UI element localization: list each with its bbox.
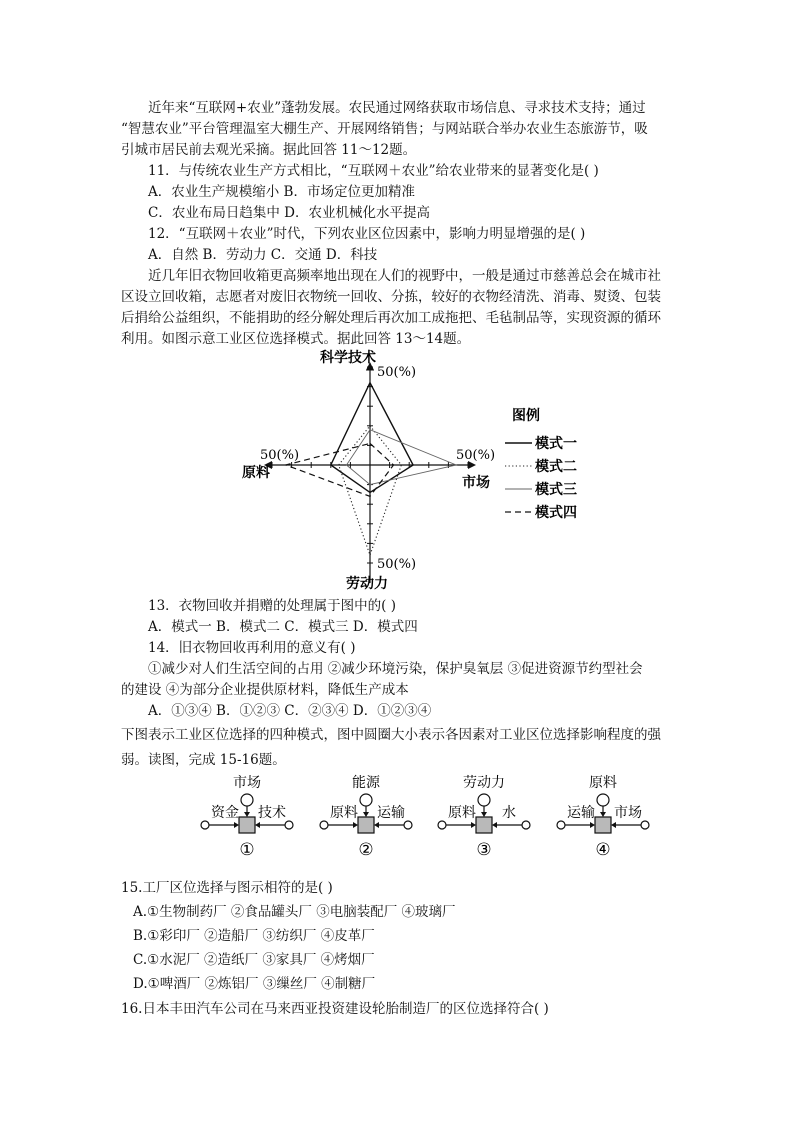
factor-circle-right: [285, 821, 293, 829]
arrow-head-left: [234, 822, 239, 828]
arrow-head-left: [353, 822, 358, 828]
factor-circle-top: [360, 794, 372, 806]
tick-label-right: 50(%): [456, 448, 496, 463]
factor-label-right: 水: [502, 805, 516, 821]
diagram-4: [557, 775, 649, 860]
passage2-line3: 后捐给公益组织，不能捐助的经分解处理后再次加工成拖把、毛毡制品等，实现资源的循环: [121, 310, 661, 326]
factor-label-top: 市场: [233, 775, 261, 791]
factor-label-top: 原料: [589, 775, 617, 791]
axis-label-top: 科学技术: [320, 350, 376, 366]
axis-label-bottom: 劳动力: [346, 576, 388, 592]
factor-circle-top: [597, 794, 609, 806]
factor-circle-right: [641, 821, 649, 829]
diagram-1: [201, 774, 293, 860]
q13-options: A．模式一 B．模式二 C．模式三 D．模式四: [148, 619, 418, 635]
diagram-number: ③: [476, 840, 492, 860]
q15-option-d: D.①啤酒厂 ②炼铝厂 ③缫丝厂 ④制糖厂: [133, 976, 376, 992]
diagram-number: ②: [358, 840, 374, 860]
q14-stem: 14．旧衣物回收再利用的意义有( ): [148, 640, 356, 656]
factory-box: [239, 817, 255, 833]
factor-circle-right: [404, 821, 412, 829]
factory-box: [476, 817, 492, 833]
factor-circle-top: [478, 794, 490, 806]
passage2-line2: 区设立回收箱，志愿者对废旧衣物统一回收、分拣，较好的衣物经清洗、消毒、熨烫、包装: [121, 289, 661, 305]
q12-options: A．自然 B．劳动力 C．交通 D．科技: [148, 247, 378, 263]
passage1-line2: “智慧农业”平台管理温室大棚生产、开展网络销售；与网站联合举办农业生态旅游节，吸: [121, 121, 648, 137]
arrow-head-right: [255, 822, 260, 828]
q11-options-row2: C．农业布局日趋集中 D．农业机械化水平提高: [148, 205, 430, 221]
legend-label-3: 模式三: [535, 482, 577, 498]
factor-circle-right: [522, 821, 530, 829]
tick-label-bottom: 50(%): [377, 557, 417, 572]
factor-label-top: 劳动力: [463, 775, 505, 791]
series-1-polygon: [331, 383, 413, 493]
factor-circle-left: [557, 821, 565, 829]
radar-chart: [0, 345, 794, 595]
q15-option-c: C.①水泥厂 ②造纸厂 ③家具厂 ④烤烟厂: [133, 952, 375, 968]
factory-box: [595, 817, 611, 833]
legend-label-2: 模式二: [535, 459, 577, 475]
tick-label-left: 50(%): [260, 448, 300, 463]
q12-stem: 12．“互联网＋农业”时代，下列农业区位因素中，影响力明显增强的是( ): [148, 226, 586, 242]
factor-label-top: 能源: [352, 775, 380, 791]
q15-stem: 15.工厂区位选择与图示相符的是( ): [121, 880, 333, 896]
q13-stem: 13．衣物回收并捐赠的处理属于图中的( ): [148, 598, 397, 614]
factory-box: [358, 817, 374, 833]
q14-line1: ①减少对人们生活空间的占用 ②减少环境污染，保护臭氧层 ③促进资源节约型社会: [148, 661, 643, 677]
axis-label-left: 原料: [242, 465, 270, 481]
factor-label-left: 资金: [211, 805, 239, 821]
arrow-head-top: [244, 812, 250, 817]
factor-circle-top: [241, 794, 253, 806]
diagram-number: ①: [239, 840, 255, 860]
q16-stem: 16.日本丰田汽车公司在马来西亚投资建设轮胎制造厂的区位选择符合( ): [121, 1001, 549, 1017]
legend-label-1: 模式一: [535, 436, 577, 452]
diagram-2: [320, 774, 412, 860]
factor-label-right: 技术: [258, 805, 286, 821]
factor-circle-left: [201, 821, 209, 829]
factor-label-left: 原料: [448, 805, 476, 821]
legend-title: 图例: [512, 408, 540, 424]
factor-label-right: 市场: [614, 805, 642, 821]
passage3-line2: 弱。读图，完成 15-16题。: [121, 752, 286, 768]
arrow-head-right: [492, 822, 497, 828]
q11-options-row1: A．农业生产规模缩小 B．市场定位更加精准: [148, 184, 415, 200]
passage1-line1: 近年来“互联网+农业”蓬勃发展。农民通过网络获取市场信息、寻求技术支持；通过: [148, 100, 646, 116]
passage1-line3: 引城市居民前去观光采摘。据此回答 11～12题。: [121, 142, 417, 158]
q11-stem: 11．与传统农业生产方式相比，“互联网＋农业”给农业带来的显著变化是( ): [148, 163, 599, 179]
passage2-line1: 近几年旧衣物回收箱更高频率地出现在人们的视野中，一般是通过市慈善总会在城市社: [148, 268, 661, 284]
arrow-head-top: [363, 812, 369, 817]
diagram-number: ④: [595, 840, 611, 860]
location-diagrams: [0, 770, 794, 870]
passage2-line4: 利用。如图示意工业区位选择模式。据此回答 13～14题。: [121, 331, 471, 347]
passage3-line1: 下图表示工业区位选择的四种模式，图中圆圈大小表示各因素对工业区位选择影响程度的强: [121, 727, 661, 743]
factor-circle-left: [320, 821, 328, 829]
arrow-head-top: [600, 812, 606, 817]
factor-label-left: 原料: [330, 805, 358, 821]
q15-option-b: B.①彩印厂 ②造船厂 ③纺织厂 ④皮革厂: [133, 928, 375, 944]
factor-label-left: 运输: [567, 805, 595, 821]
arrow-head-right: [611, 822, 616, 828]
legend-label-4: 模式四: [535, 505, 577, 521]
series-3-polygon: [346, 430, 456, 485]
q14-options: A．①③④ B．①②③ C．②③④ D．①②③④: [148, 703, 432, 719]
q15-option-a: A.①生物制药厂 ②食品罐头厂 ③电脑装配厂 ④玻璃厂: [133, 904, 456, 920]
arrow-head-top: [481, 812, 487, 817]
arrow-head-left: [471, 822, 476, 828]
axis-label-right: 市场: [462, 475, 490, 491]
tick-label-top: 50(%): [377, 365, 417, 380]
factor-circle-left: [438, 821, 446, 829]
factor-label-right: 运输: [377, 805, 405, 821]
diagram-3: [438, 774, 530, 860]
q14-line2: 的建设 ④为部分企业提供原材料，降低生产成本: [121, 682, 409, 698]
arrow-head-right: [374, 822, 379, 828]
arrow-head-left: [590, 822, 595, 828]
